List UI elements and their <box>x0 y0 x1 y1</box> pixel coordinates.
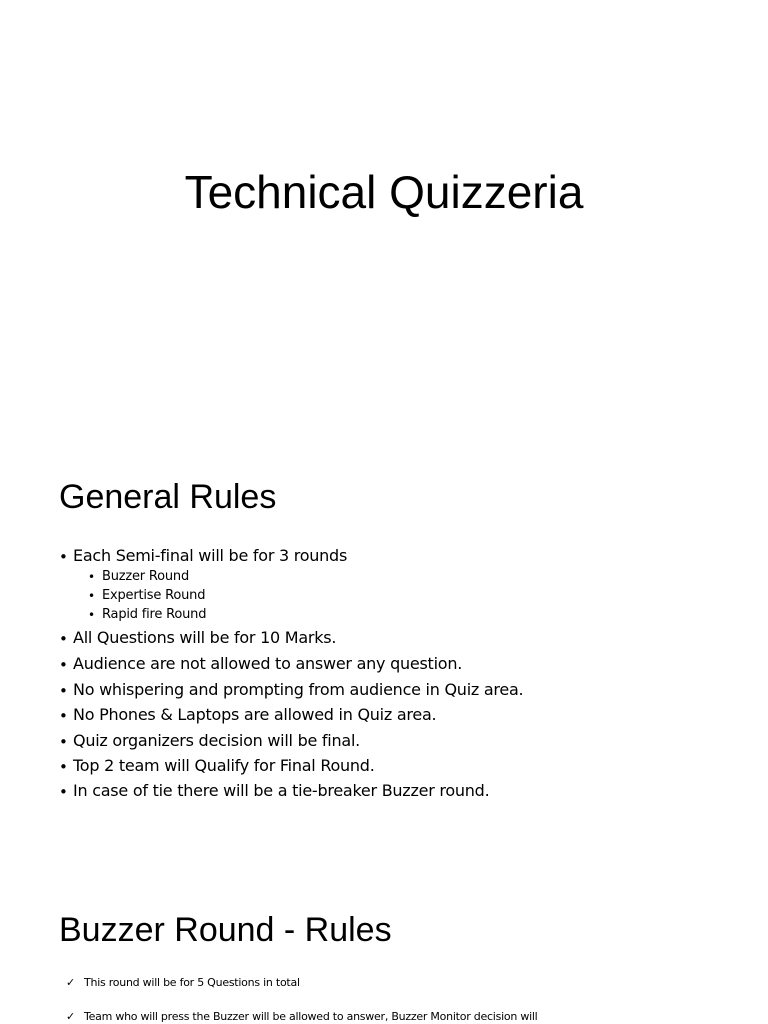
buzzer-rules-heading: Buzzer Round - Rules <box>59 911 392 949</box>
bullet-icon: • <box>59 656 68 674</box>
presentation-title: Technical Quizzeria <box>184 166 584 218</box>
bullet-icon: • <box>59 758 68 776</box>
rule-text: Quiz organizers decision will be final. <box>73 731 360 750</box>
rule-text: No Phones & Laptops are allowed in Quiz area. <box>73 705 437 724</box>
general-rules-slide <box>0 432 768 864</box>
rule-text: Each Semi-final will be for 3 rounds <box>73 546 348 565</box>
rule-text: Audience are not allowed to answer any question. <box>73 654 463 673</box>
bullet-icon: • <box>59 783 68 801</box>
buzzer-rule-text: This round will be for 5 Questions in total <box>84 976 300 989</box>
bullet-icon: • <box>59 733 68 751</box>
buzzer-rule-text: Team who will press the Buzzer will be allowed to answer, Buzzer Monitor decision will <box>84 1010 538 1023</box>
rule-text: Top 2 team will Qualify for Final Round. <box>73 756 375 775</box>
check-icon: ✓ <box>66 1010 76 1023</box>
rule-text: In case of tie there will be a tie-breaker Buzzer round. <box>73 781 490 800</box>
bullet-icon: • <box>59 548 68 566</box>
bullet-icon: • <box>59 630 68 648</box>
bullet-icon: • <box>88 608 96 622</box>
buzzer-rules-slide <box>0 864 768 1024</box>
title-slide <box>0 0 768 432</box>
general-rules-heading: General Rules <box>59 478 277 516</box>
rule-text: No whispering and prompting from audience in Quiz area. <box>73 680 524 699</box>
bullet-icon: • <box>59 707 68 725</box>
rule-subitem-text: Rapid fire Round <box>102 607 207 622</box>
bullet-icon: • <box>88 570 96 584</box>
check-icon: ✓ <box>66 976 76 989</box>
rule-subitem-text: Expertise Round <box>102 588 206 603</box>
rule-subitem-text: Buzzer Round <box>102 569 190 584</box>
bullet-icon: • <box>59 682 68 700</box>
bullet-icon: • <box>88 589 96 603</box>
rule-text: All Questions will be for 10 Marks. <box>73 628 337 647</box>
